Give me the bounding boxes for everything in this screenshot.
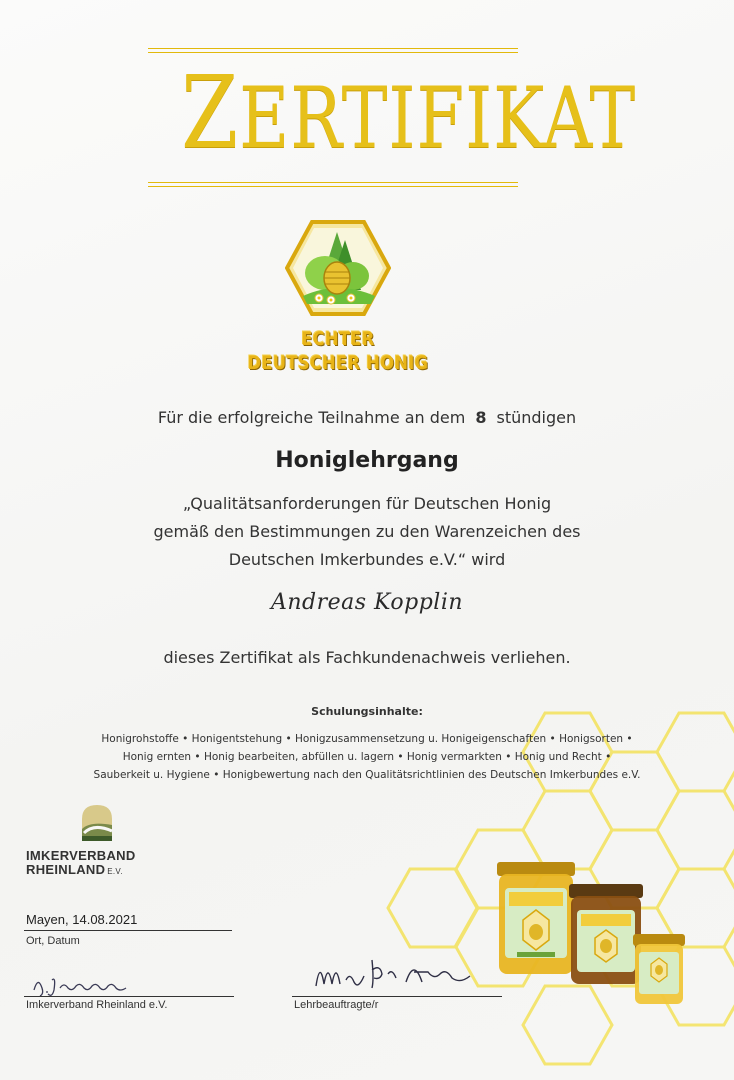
topics-line-1: Honigrohstoffe • Honigentstehung • Honigzusammensetzung u. Honigeigenschaften • Honigsorten • <box>101 733 633 745</box>
honey-jars-image <box>493 848 693 1018</box>
certificate-title: ZERTIFIKAT <box>181 54 637 171</box>
imkerverband-logo <box>80 803 114 843</box>
course-title: Honiglehrgang <box>275 448 459 473</box>
signature-right-label: Lehrbeauftragte/r <box>294 999 379 1011</box>
intro-text <box>0 408 734 427</box>
title-rule-top <box>148 48 518 49</box>
topics-line-2: Honig ernten • Honig bearbeiten, abfüllen u. lagern • Honig vermarkten • Honig und Recht • <box>122 751 612 763</box>
brand-line-1: ECHTER <box>301 328 375 350</box>
signature-left-line <box>24 996 234 997</box>
signature-right <box>310 950 490 994</box>
signature-left-label: Imkerverband Rheinland e.V. <box>26 999 168 1011</box>
org-name-line-2: RHEINLAND E.V. <box>26 862 123 877</box>
date-value: Mayen, 14.08.2021 <box>26 912 138 927</box>
date-label: Ort, Datum <box>26 935 80 947</box>
title-rule-top-2 <box>148 52 518 53</box>
description-line-1: „Qualitätsanforderungen für Deutschen Honig <box>182 494 552 513</box>
honey-hexagon-logo <box>285 218 391 318</box>
org-suffix: E.V. <box>107 867 123 876</box>
award-text: dieses Zertifikat als Fachkundenachweis verliehen. <box>163 648 571 667</box>
course-hours: 8 <box>475 408 487 427</box>
title-rule-bottom <box>148 182 518 183</box>
description-line-2: gemäß den Bestimmungen zu den Warenzeichen des <box>153 522 581 541</box>
brand-line-2: DEUTSCHER HONIG <box>247 352 429 374</box>
title-rule-bottom-2 <box>148 186 518 187</box>
recipient-name: Andreas Kopplin <box>270 590 464 615</box>
jar1-lid <box>497 862 575 876</box>
intro-after: stündigen <box>496 408 577 427</box>
date-line <box>24 930 232 931</box>
topics-heading: Schulungsinhalte: <box>311 705 423 718</box>
org-name-line-1: IMKERVERBAND <box>26 848 136 863</box>
intro-before: Für die erfolgreiche Teilnahme an dem <box>157 408 466 427</box>
signature-right-line <box>292 996 502 997</box>
topics-line-3: Sauberkeit u. Hygiene • Honigbewertung nach den Qualitätsrichtlinien des Deutschen Imkerbundes e.V. <box>93 769 641 781</box>
description-line-3: Deutschen Imkerbundes e.V.“ wird <box>228 550 506 569</box>
